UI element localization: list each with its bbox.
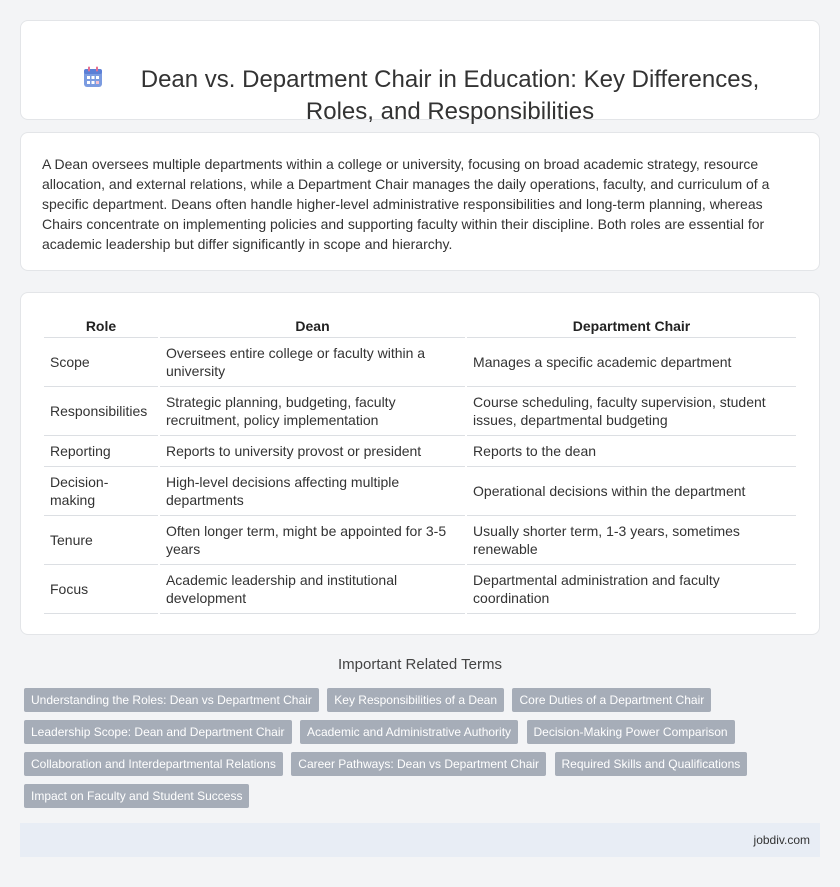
calendar-icon	[83, 66, 103, 88]
related-term-tag[interactable]: Understanding the Roles: Dean vs Department Chair	[24, 688, 319, 712]
related-term-tag[interactable]: Key Responsibilities of a Dean	[327, 688, 504, 712]
chair-cell: Reports to the dean	[467, 436, 796, 467]
dean-cell: Oversees entire college or faculty within a university	[160, 338, 465, 387]
chair-cell: Operational decisions within the department	[467, 467, 796, 516]
dean-cell: Reports to university provost or president	[160, 436, 465, 467]
related-terms-heading: Important Related Terms	[338, 656, 502, 673]
dean-cell: Strategic planning, budgeting, faculty recruitment, policy implementation	[160, 387, 465, 436]
row-label: Focus	[44, 565, 158, 614]
related-term-tag[interactable]: Impact on Faculty and Student Success	[24, 784, 249, 808]
related-term-tag[interactable]: Decision-Making Power Comparison	[527, 720, 735, 744]
related-term-tag[interactable]: Collaboration and Interdepartmental Relations	[24, 752, 283, 776]
dean-cell: Academic leadership and institutional development	[160, 565, 465, 614]
related-term-tag[interactable]: Core Duties of a Department Chair	[512, 688, 711, 712]
chair-cell: Departmental administration and faculty coordination	[467, 565, 796, 614]
row-label: Responsibilities	[44, 387, 158, 436]
chair-cell: Manages a specific academic department	[467, 338, 796, 387]
comparison-card	[20, 292, 820, 635]
header-dean: Dean	[160, 313, 465, 338]
related-terms-list	[24, 688, 804, 816]
row-label: Reporting	[44, 436, 158, 467]
table-row	[44, 516, 796, 565]
header-role: Role	[44, 313, 158, 338]
row-label: Tenure	[44, 516, 158, 565]
footer-site-name[interactable]: jobdiv.com	[753, 833, 810, 847]
table-row	[44, 387, 796, 436]
related-term-tag[interactable]: Academic and Administrative Authority	[300, 720, 518, 744]
chair-cell: Usually shorter term, 1-3 years, sometimes renewable	[467, 516, 796, 565]
intro-card	[20, 132, 820, 271]
row-label: Scope	[44, 338, 158, 387]
dean-cell: Often longer term, might be appointed for 3-5 years	[160, 516, 465, 565]
footer	[20, 823, 820, 857]
related-term-tag[interactable]: Career Pathways: Dean vs Department Chair	[291, 752, 546, 776]
header-department-chair: Department Chair	[467, 313, 796, 338]
intro-paragraph: A Dean oversees multiple departments within a college or university, focusing on broad academic strategy, resource allocation, and external relations, while a Department Chair manages the daily operations, faculty, and curriculum of a specific department. Deans often handle higher-level administrative responsibilities and long-term planning, whereas Chairs concentrate on implementing policies and supporting faculty within their discipline. Both roles are essential for academic leadership but differ significantly in scope and hierarchy.	[42, 156, 770, 252]
comparison-table	[42, 313, 798, 614]
table-row	[44, 467, 796, 516]
title-card	[20, 20, 820, 125]
related-term-tag[interactable]: Required Skills and Qualifications	[555, 752, 748, 776]
page-title: Dean vs. Department Chair in Education: Key Differences, Roles, and Responsibilities	[140, 66, 760, 125]
related-term-tag[interactable]: Leadership Scope: Dean and Department Chair	[24, 720, 292, 744]
chair-cell: Course scheduling, faculty supervision, student issues, departmental budgeting	[467, 387, 796, 436]
row-label: Decision-making	[44, 467, 158, 516]
table-row	[44, 338, 796, 387]
table-header-row	[44, 313, 796, 338]
table-row	[44, 436, 796, 467]
table-row	[44, 565, 796, 614]
dean-cell: High-level decisions affecting multiple departments	[160, 467, 465, 516]
